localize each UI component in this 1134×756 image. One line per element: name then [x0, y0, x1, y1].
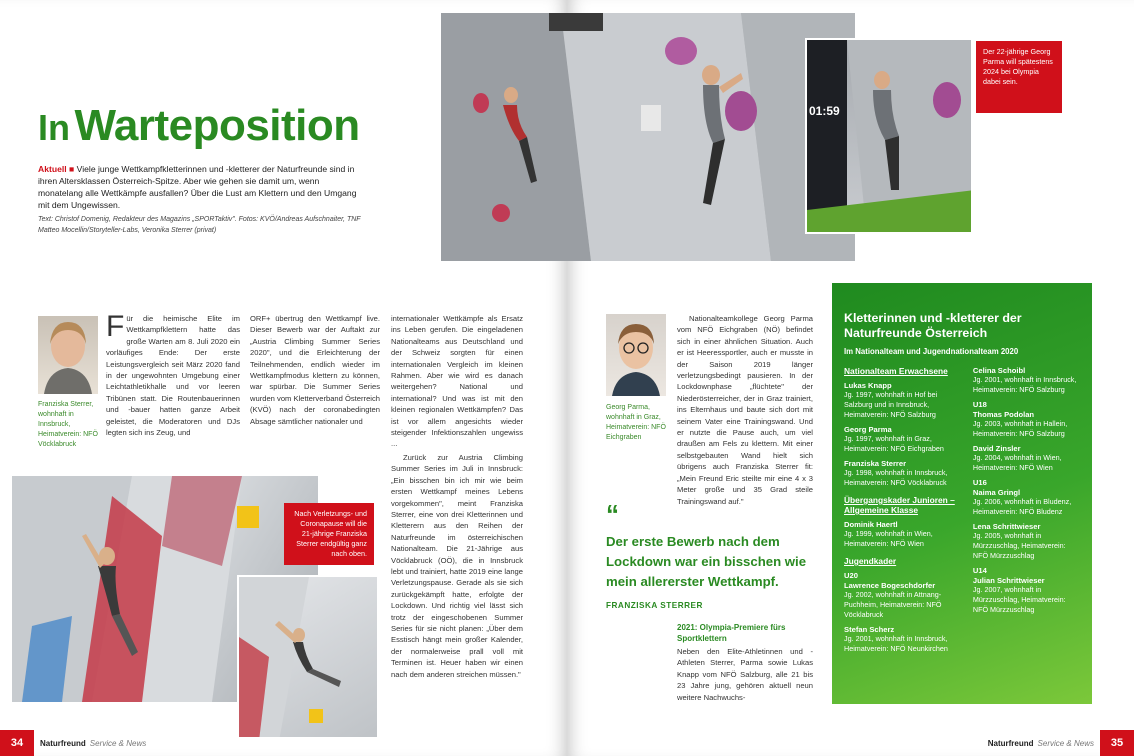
portrait-parma-caption: Georg Parma, wohnhaft in Graz, Heimatverein: NFÖ Eichgraben	[606, 404, 666, 441]
info-lena-schrittwieser: Jg. 2005, wohnhaft in Mürzzuschlag, Heimatverein: NFÖ Mürzzuschlag	[972, 531, 1066, 560]
info-bogeschdorfer: Jg. 2002, wohnhaft in Attnang-Puchheim, Heimatverein: NFÖ Vöcklabruck	[844, 590, 942, 619]
photo-parma-wall-scene	[441, 13, 855, 261]
column-3	[391, 313, 523, 680]
pull-quote: Der erste Bewerb nach dem Lockdown war ein bisschen wie mein allererster Wettkampf.	[606, 534, 807, 589]
portrait-sterrer	[38, 316, 98, 394]
name-haertl: Dominik Haertl	[844, 520, 898, 529]
group-u18: U18	[972, 400, 987, 409]
headline-in: In	[38, 107, 70, 148]
sec-youth: Jugendkader	[844, 556, 897, 566]
footer-left	[0, 730, 567, 756]
lead-label: Aktuell	[38, 164, 67, 174]
team-box-col-right	[973, 366, 1082, 654]
team-box-title: Kletterinnen und -kletterer der Naturfreunde Österreich	[844, 311, 1022, 340]
name-lena-schrittwieser: Lena Schrittwieser	[972, 522, 1041, 531]
column-3-text-a: internationaler Wettkämpfe als Ersatz ins Leben gerufen. Die eingeladenen Nationalteams aus Deutschland und der Schweiz sorgten für einen internationalen Vergleich im kleinen Rahmen. Aber wie wird es danach weitergehen? National und international? Und was ist mit den kleinen regionalen Wettkämpfen? Das ist vor allem angesichts wieder steigender Infektionszahlen ungewiss ...	[391, 314, 523, 449]
page-number-right: 35	[1100, 730, 1134, 756]
portrait-sterrer-caption: Franziska Sterrer, wohnhaft in Innsbruck, Heimatverein: NFÖ Vöcklabruck	[38, 401, 98, 448]
column-1-text: ür die heimische Elite im Wettkampfklettern hatte das große Warten am 8. Juli 2020 ein vorläufiges Ende: Der erste Leistungsvergleich seit März 2020 fand in der ungewohnten Umgebung einer Leichtathletikhalle und vor leeren Tribünen statt. Die Routenbauerinnen und -bauer hatten ganze Arbeit geleistet, die Moderatoren und DJs legten sich ins Zeug, und	[106, 314, 240, 438]
name-gringl: Naima Gringl	[972, 488, 1021, 497]
lead-marker: ■	[69, 164, 75, 174]
sec-elite: Nationalteam Erwachsene	[844, 366, 948, 376]
right-body-2: Neben den Elite-Athletinnen und -Athleten Sterrer, Parma sowie Lukas Knapp vom NFÖ Salzburg, alle 21 bis 23 Jahre jung, gehören aktuell neun weitere Nachwuchs-	[677, 647, 813, 702]
name-zinsler: David Zinsler	[972, 444, 1021, 453]
photo-caption-parma: Der 22-jährige Georg Parma will spätestens 2024 bei Olympia dabei sein.	[976, 41, 1062, 113]
info-knapp: Jg. 1997, wohnhaft in Hof bei Salzburg und in Innsbruck, Heimatverein: NFÖ Salzburg	[844, 390, 938, 419]
name-sterrer: Franziska Sterrer	[844, 459, 907, 468]
timer-display: 01:59	[809, 104, 840, 118]
name-julian-schrittwieser: Julian Schrittwieser	[972, 576, 1045, 585]
footer-brand-left: Naturfreund	[40, 738, 86, 748]
team-box-col-left	[844, 366, 961, 654]
group-u16: U16	[972, 478, 987, 487]
photo-sterrer-inset-scene	[239, 577, 379, 739]
name-knapp: Lukas Knapp	[844, 381, 892, 390]
quote-mark: “	[606, 499, 619, 529]
info-julian-schrittwieser: Jg. 2007, wohnhaft in Mürzzuschlag, Heimatverein: NFÖ Mürzzuschlag	[972, 585, 1066, 614]
footer-section-left: Service & News	[89, 738, 147, 748]
photo-parma-wall	[441, 13, 855, 261]
info-podolan: Jg. 2003, wohnhaft in Hallein, Heimatverein: NFÖ Salzburg	[972, 419, 1068, 438]
photo-parma-inset	[805, 38, 973, 234]
group-u14: U14	[972, 566, 987, 575]
headline	[38, 100, 360, 162]
drop-cap: F	[106, 310, 125, 343]
photo-caption-sterrer: Nach Verletzungs- und Coronapause will die 21-jährige Franziska Sterrer endgültig ganz nach oben.	[284, 503, 374, 565]
info-gringl: Jg. 2006, wohnhaft in Bludenz, Heimatverein: NFÖ Bludenz	[972, 497, 1072, 516]
column-1	[106, 310, 240, 438]
info-haertl: Jg. 1999, wohnhaft in Wien, Heimatverein: NFÖ Wien	[844, 529, 933, 548]
name-podolan: Thomas Podolan	[972, 410, 1035, 419]
portrait-sterrer-image	[38, 316, 98, 394]
column-2-text: ORF+ übertrug den Wettkampf live. Dieser Bewerb war der Auftakt zur „Austria Climbing Summer Series 2020", und die Erleichterung der Teilnehmenden, endlich wieder im Wettkampfmodus klettern zu können, war spürbar. Die Summer Series wurden vom Kletterverband Österreich (KVÖ) nach der coronabedingten Absage sämtlicher nationaler und	[250, 314, 380, 426]
info-zinsler: Jg. 2004, wohnhaft in Wien, Heimatverein: NFÖ Wien	[972, 453, 1062, 472]
lead-text: Viele junge Wettkampfkletterinnen und -kletterer der Naturfreunde sind in ihren Altersklassen Österreich-Spitze. Aber wie gehen sie damit um, wenn monatelang alle Wettkämpfe ausfallen? Über die Lust am Klettern und den Umgang mit dem Ungewissen.	[38, 164, 357, 210]
column-3-text-b: Zurück zur Austria Climbing Summer Series im Juli in Innsbruck: „Ein bisschen bin ich mir wie beim ersten Wettkampf meines Lebens vorgekommen", meint Franziska Sterrer, eine von drei Kletterinnen und Kletterern aus den Reihen der Naturfreunde im österreichischen Nationalteam. Die 21-Jährige aus Vöcklabruck (OÖ), die in Innsbruck lebt und trainiert, hatte 2019 eine lange Verletzungspause. Gerade als sie sich zurückgekämpft hatte, erfolgte der Lockdown. Und richtig viel lässt sich trotz der eingeschobenen Summer Series für sie nicht planen: „Über dem Esstisch hängt mein großer Kalender, der normalerweise prall voll mit Terminen ist. Heuer haben wir einen nach dem anderen streichen müssen."	[391, 452, 523, 679]
name-scherz: Stefan Scherz	[844, 625, 895, 634]
footer-brand-right: Naturfreund	[987, 738, 1034, 748]
sub-head: 2021: Olympia-Premiere fürs Sportklettern	[677, 623, 786, 643]
photo-sterrer-inset	[237, 575, 379, 739]
team-box	[832, 283, 1092, 704]
info-scherz: Jg. 2001, wohnhaft in Innsbruck, Heimatverein: NFÖ Neunkirchen	[844, 634, 948, 653]
right-body-1: Nationalteamkollege Georg Parma vom NFÖ Eichgraben (NÖ) befindet sich in einer ähnlichen Situation. Auch er ist Heeressportler, auch er musste in der Saison 2019 länger verletzungsbedingt pausieren. In der Lockdownphase „flüchtete" der Niederösterreicher, der in Graz trainiert, ins Elternhaus und baute sich dort mit seinem Vater eine Trainingswand. Und er nutzte die Pause auch, um viel draußen am Fels zu klettern. Mit einer selbstgebauten Wand hielt sich übrigens auch Franziska Sterrer fit: „Mein Freund Eric steilte mir eine 4 x 3 Meter große und 35 Grad steile Trainingswand auf."	[677, 314, 813, 506]
page-number-left: 34	[0, 730, 34, 756]
group-u20: U20	[844, 571, 858, 580]
name-schoibl: Celina Schoibl	[972, 366, 1026, 375]
lead	[38, 163, 363, 211]
photo-parma-inset-scene	[807, 40, 973, 234]
headline-main: Warteposition	[74, 101, 360, 150]
sec-transition: Übergangskader Junioren – Allgemeine Klasse	[844, 495, 955, 515]
info-sterrer: Jg. 1998, wohnhaft in Innsbruck, Heimatverein: NFÖ Vöcklabruck	[844, 468, 948, 487]
info-parma: Jg. 1997, wohnhaft in Graz, Heimatverein: NFÖ Eichgraben	[844, 434, 944, 453]
team-box-subtitle: Im Nationalteam und Jugendnationalteam 2020	[844, 347, 1019, 356]
info-schoibl: Jg. 2001, wohnhaft in Innsbruck, Heimatverein: NFÖ Salzburg	[972, 375, 1077, 394]
footer-section-right: Service & News	[1037, 738, 1094, 748]
footer-right	[567, 730, 1134, 756]
quote-author: FRANZISKA STERRER	[606, 601, 703, 610]
name-parma: Georg Parma	[844, 425, 892, 434]
portrait-parma-image	[606, 314, 666, 396]
credits: Text: Christof Domenig, Redakteur des Magazins „SPORTaktiv". Fotos: KVÖ/Andreas Aufschnaiter, TNF Matteo Mocellin/Storyteller-Labs, Veronika Sterrer (privat)	[38, 216, 361, 234]
name-bogeschdorfer: Lawrence Bogeschdorfer	[844, 581, 936, 590]
portrait-parma	[606, 314, 666, 396]
